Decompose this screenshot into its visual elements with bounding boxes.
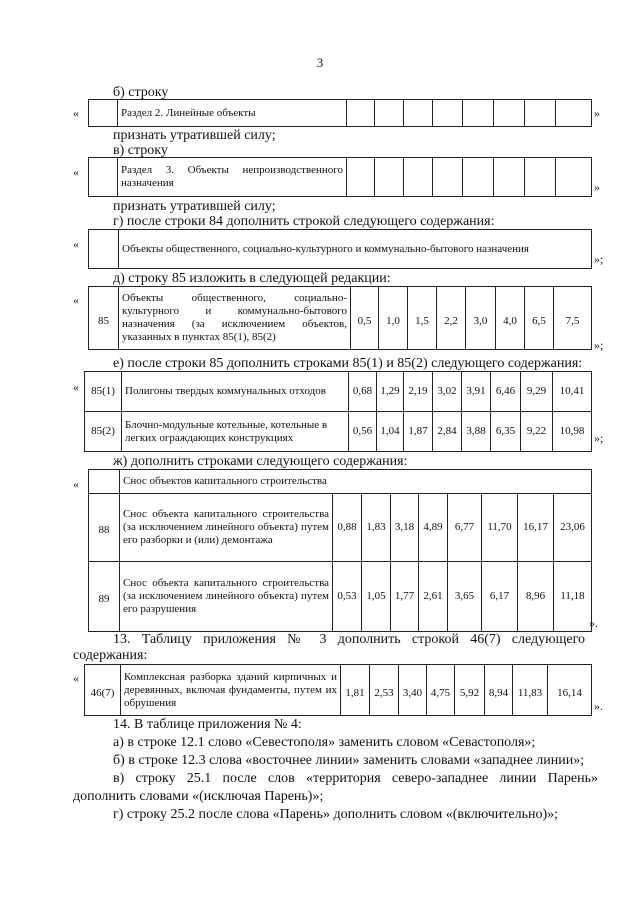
- open-quote: «: [73, 671, 79, 685]
- para-14-v-line2: дополнить словами «(исключая Парень)»;: [73, 789, 324, 804]
- table-item-d: [88, 286, 592, 350]
- value-cell: 3,0: [466, 287, 496, 350]
- value-cell: 3,18: [391, 494, 419, 562]
- value-cell: 2,53: [370, 665, 399, 716]
- value-cell: 10,98: [553, 412, 592, 452]
- value-cell: 8,94: [485, 665, 513, 716]
- value-cell: 2,61: [419, 562, 448, 632]
- para-14-b: б) в строке 12.3 слова «восточнее линии» заменить словами «западнее линии»;: [113, 753, 585, 768]
- open-quote: «: [73, 237, 79, 251]
- close-quote: ».: [589, 616, 598, 630]
- close-quote: »: [594, 106, 600, 120]
- section-header: Снос объектов капитального строительства: [120, 470, 592, 494]
- close-quote: »;: [594, 252, 604, 266]
- item-zh-label: ж) дополнить строками следующего содержания:: [113, 454, 408, 469]
- value-cell: 4,89: [419, 494, 448, 562]
- value-cell: 11,83: [513, 665, 548, 716]
- value-cell: 11,18: [554, 562, 592, 632]
- row-number: 46(7): [85, 665, 121, 716]
- row-name: Раздел 2. Линейные объекты: [118, 100, 347, 127]
- row-name: Объекты общественного, социально-культурного и коммунально-бытового назначения: [119, 230, 592, 269]
- value-cell: 2,84: [433, 412, 462, 452]
- row-name: Раздел 3. Объекты непроизводственного назначения: [118, 158, 347, 197]
- value-cell: 1,83: [362, 494, 391, 562]
- item-v-label: в) строку: [113, 143, 168, 158]
- table-row: [85, 372, 592, 412]
- close-quote: ».: [594, 699, 603, 713]
- table-row: [85, 412, 592, 452]
- table-item-e: [84, 371, 592, 452]
- page-number: 3: [316, 55, 324, 70]
- table-row: [89, 494, 592, 562]
- item-b-label: б) строку: [113, 85, 169, 100]
- value-cell: 0,56: [349, 412, 377, 452]
- row-number: 88: [89, 494, 120, 562]
- row-number: 89: [89, 562, 120, 632]
- item-g-label: г) после строки 84 дополнить строкой следующего содержания:: [113, 214, 495, 229]
- value-cell: 9,29: [521, 372, 553, 412]
- value-cell: 16,17: [518, 494, 554, 562]
- table-item-v: [88, 157, 592, 197]
- table-item-g: [88, 229, 592, 269]
- value-cell: 5,92: [455, 665, 485, 716]
- row-name: Блочно-модульные котельные, котельные в легких ограждающих конструкциях: [122, 412, 349, 452]
- table-row: [89, 562, 592, 632]
- item-b-after: признать утратившей силу;: [113, 128, 276, 143]
- value-cell: 2,2: [437, 287, 466, 350]
- value-cell: 1,87: [404, 412, 433, 452]
- value-cell: 1,04: [377, 412, 404, 452]
- value-cell: 6,5: [525, 287, 554, 350]
- table-item-b: [88, 99, 592, 127]
- value-cell: 2,19: [404, 372, 433, 412]
- value-cell: 1,29: [377, 372, 404, 412]
- value-cell: 4,75: [427, 665, 455, 716]
- close-quote: »: [594, 180, 600, 194]
- value-cell: 0,5: [351, 287, 379, 350]
- value-cell: 8,96: [518, 562, 554, 632]
- value-cell: 4,0: [496, 287, 525, 350]
- para-14-title: 14. В таблице приложения № 4:: [113, 717, 302, 732]
- open-quote: «: [73, 293, 79, 307]
- value-cell: 6,35: [491, 412, 521, 452]
- value-cell: 11,70: [482, 494, 518, 562]
- row-number: 85: [89, 287, 119, 350]
- para-13-line1: 13. Таблицу приложения № 3 дополнить строкой 46(7) следующего: [113, 632, 585, 647]
- open-quote: «: [73, 477, 79, 491]
- item-v-after: признать утратившей силу;: [113, 199, 276, 214]
- para-14-v-line1: в) строку 25.1 после слов «территория северо-западнее линии Парень»: [113, 771, 598, 786]
- value-cell: 7,5: [554, 287, 592, 350]
- value-cell: 1,81: [341, 665, 370, 716]
- row-number: 85(1): [85, 372, 122, 412]
- value-cell: 0,88: [333, 494, 362, 562]
- value-cell: 3,88: [462, 412, 491, 452]
- close-quote: »;: [594, 431, 604, 445]
- value-cell: 3,40: [399, 665, 427, 716]
- value-cell: 16,14: [548, 665, 592, 716]
- value-cell: 23,06: [554, 494, 592, 562]
- para-14-a: а) в строке 12.1 слово «Севестополя» заменить словом «Севастополя»;: [113, 735, 536, 750]
- value-cell: 3,91: [462, 372, 491, 412]
- row-name: Комплексная разборка зданий кирпичных и деревянных, включая фундаменты, путем их обрушения: [121, 665, 341, 716]
- table-row: [85, 665, 592, 716]
- value-cell: 0,68: [349, 372, 377, 412]
- value-cell: 9,22: [521, 412, 553, 452]
- table-row: [89, 287, 592, 350]
- open-quote: «: [73, 106, 79, 120]
- open-quote: «: [73, 165, 79, 179]
- row-name: Снос объекта капитального строительства (за исключением линейного объекта) путем его разборки и (или) демонтажа: [120, 494, 333, 562]
- row-number: 85(2): [85, 412, 122, 452]
- table-para-13: [84, 664, 592, 716]
- value-cell: 1,0: [379, 287, 408, 350]
- para-14-g: г) строку 25.2 после слова «Парень» дополнить словом «(включительно)»;: [113, 807, 558, 822]
- row-name: Объекты общественного, социально-культурного и коммунально-бытового назначения (за исключением объектов, указанных в пунктах 85(1), 85(2): [119, 287, 351, 350]
- item-d-label: д) строку 85 изложить в следующей редакции:: [113, 271, 391, 286]
- value-cell: 6,77: [448, 494, 482, 562]
- value-cell: 1,5: [408, 287, 437, 350]
- table-item-zh: [88, 469, 592, 632]
- row-name: Полигоны твердых коммунальных отходов: [122, 372, 349, 412]
- item-e-label: е) после строки 85 дополнить строками 85(1) и 85(2) следующего содержания:: [113, 356, 583, 371]
- value-cell: 3,02: [433, 372, 462, 412]
- value-cell: 1,05: [362, 562, 391, 632]
- value-cell: 3,65: [448, 562, 482, 632]
- value-cell: 0,53: [333, 562, 362, 632]
- value-cell: 1,77: [391, 562, 419, 632]
- para-13-line2: содержания:: [73, 648, 148, 663]
- row-name: Снос объекта капитального строительства (за исключением линейного объекта) путем его разрушения: [120, 562, 333, 632]
- value-cell: 6,17: [482, 562, 518, 632]
- value-cell: 6,46: [491, 372, 521, 412]
- close-quote: »;: [594, 338, 604, 352]
- open-quote: «: [73, 380, 79, 394]
- value-cell: 10,41: [553, 372, 592, 412]
